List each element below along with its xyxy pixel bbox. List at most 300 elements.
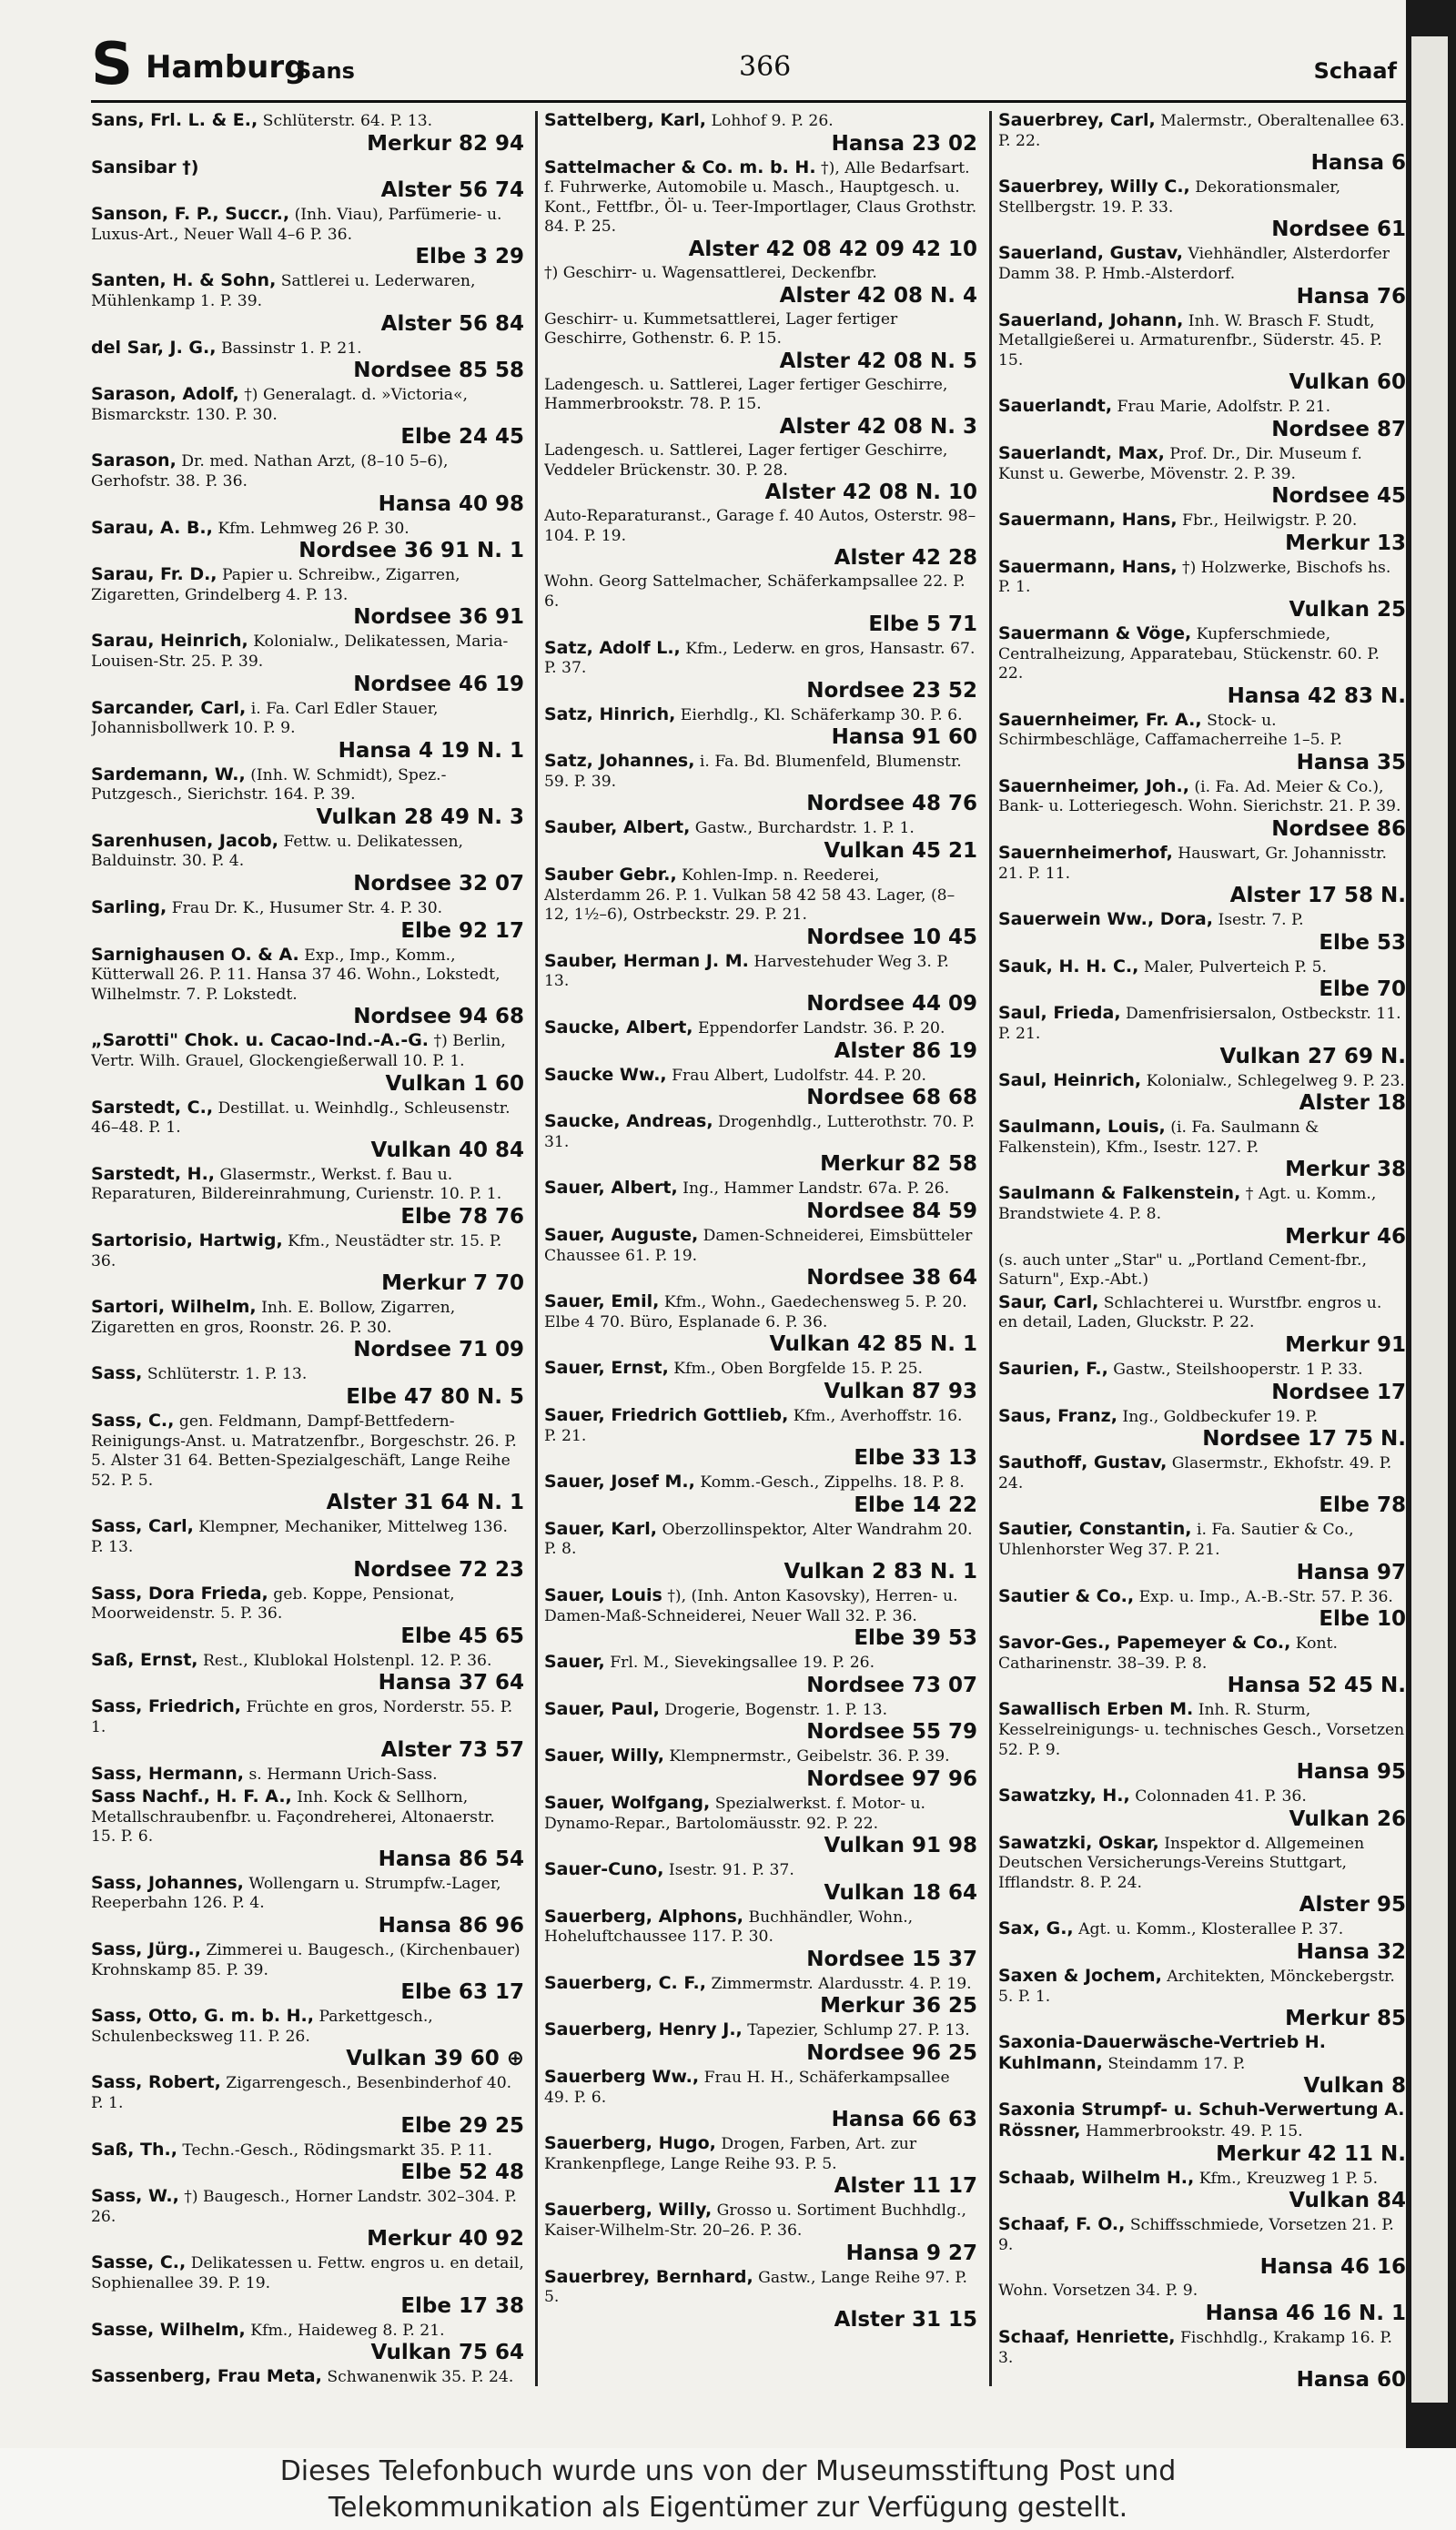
entry-name: Saxonia-Dauerwäsche-Vertrieb H. Kuhlmann, (998, 2032, 1326, 2073)
entry-name: Sauer, Auguste, (544, 1225, 699, 1245)
entry-details: †), (Inh. Anton Kasovsky), Herren- u. Damen-Maß-Schneiderei, Neuer Wall 32. P. 36. (544, 1586, 958, 1625)
entry-details: †) Generalagt. d. »Victoria«, Bismarckstr. 130. P. 30. (91, 386, 469, 424)
page-edge (1406, 0, 1456, 2448)
directory-entry (998, 2033, 1406, 2098)
entry-details: gen. Feldmann, Dampf-Bettfedern-Reinigungs-Anst. u. Matratzenfbr., Borgeschstr. 26. P. 5. Alster 31 64. Betten-Spezialgeschäft, Lange Reihe 52. P. 5. (91, 1412, 517, 1490)
entry-details: Zimmerei u. Baugesch., (Kirchenbauer) Krohnskamp 85. P. 39. (91, 1941, 521, 1979)
last-entry-keyword: Schaaf (1313, 58, 1397, 84)
entry-details: Kolonialw., Delikatessen, Maria-Louisen-Str. 25. P. 39. (91, 632, 509, 671)
entry-phone-number: Vulkan 26 (1289, 1806, 1406, 1831)
directory-entry (91, 1787, 524, 1871)
entry-phone-number: Nordsee 71 09 (353, 1338, 524, 1362)
entry-phone-number: Vulkan 91 98 (824, 1834, 977, 1858)
entry-phone-number: Nordsee 32 07 (353, 872, 524, 896)
entry-details: (Inh. W. Schmidt), Spez.-Putzgesch., Sierichstr. 164. P. 39. (91, 765, 447, 805)
entry-phone-number: Elbe 29 25 (400, 2113, 524, 2138)
entry-name: Sarason, (91, 450, 177, 471)
entry-name: „Sarotti" Chok. u. Cacao-Ind.-A.-G. (91, 1030, 430, 1051)
entry-name: Sauer, Friedrich Gottlieb, (544, 1404, 789, 1425)
entry-details: Stock- u. Schirmbeschläge, Caffamacherreihe 1–5. P. (998, 711, 1343, 750)
entry-details: Sattlerei u. Lederwaren, Mühlenkamp 1. P. 39. (91, 272, 476, 310)
entry-details: s. Hermann Urich-Sass. (248, 1765, 438, 1784)
directory-entry (91, 1765, 524, 1786)
entry-details: Schiffsschmiede, Vorsetzen 21. P. 9. (998, 2216, 1394, 2254)
directory-entry (544, 507, 977, 570)
entry-phone-number: Vulkan 25 (1289, 597, 1406, 622)
entry-phone-number: Elbe 45 65 (400, 1624, 524, 1648)
entry-details: geb. Koppe, Pensionat, Moorweidenstr. 5. P. 36. (91, 1584, 455, 1624)
directory-entry (91, 1364, 524, 1409)
entry-details: Prof. Dr., Dir. Museum f. Kunst u. Gewerbe, Mövenstr. 2. P. 39. (998, 444, 1362, 483)
entry-phone-number: Hansa 40 98 (378, 491, 524, 516)
entry-phone-number: Hansa 6 (1310, 151, 1406, 176)
entry-name: Saulmann, Louis, (998, 1117, 1166, 1138)
directory-entry (544, 705, 977, 750)
entry-phone-number: Elbe 92 17 (400, 918, 524, 943)
entry-details: Buchhändler, Wohn., Hoheluftchaussee 117. P. 30. (544, 1908, 914, 1947)
directory-entry (544, 1586, 977, 1650)
entry-details: Kupferschmiede, Centralheizung, Apparatebau, Stückenstr. 60. P. 22. (998, 624, 1380, 683)
entry-phone-number: Vulkan 28 49 N. 3 (316, 805, 524, 829)
entry-details: Kfm., Oben Borgfelde 15. P. 25. (673, 1360, 923, 1379)
entry-name: Sarnighausen O. & A. (91, 944, 299, 965)
directory-entry (91, 898, 524, 943)
entry-name: Saß, Ernst, (91, 1649, 198, 1670)
directory-entry (544, 1406, 977, 1470)
entry-details: Komm.-Gesch., Zippelhs. 18. P. 8. (700, 1473, 965, 1493)
entry-details: Schlachterei u. Wurstfbr. engros u. en detail, Laden, Gluckstr. P. 22. (998, 1293, 1382, 1332)
entry-name: Sauernheimer, Fr. A., (998, 709, 1202, 730)
entry-details: Zimmermstr. Alardusstr. 4. P. 19. (711, 1974, 972, 1993)
entry-details: Ladengesch. u. Sattlerei, Lager fertiger Geschirre, Veddeler Brückenstr. 30. P. 28. (544, 440, 948, 480)
entry-details: Frl. M., Sievekingsallee 19. P. 26. (610, 1654, 875, 1673)
entry-details: Glasermstr., Ekhofstr. 49. P. 24. (998, 1454, 1392, 1493)
entry-name: Sauber, Herman J. M. (544, 950, 749, 971)
entry-phone-number: Nordsee 55 79 (806, 1720, 977, 1745)
entry-name: Sass, Carl, (91, 1516, 194, 1537)
entry-details: Harvestehuder Weg 3. P. 13. (544, 952, 949, 991)
entry-name: Sauthoff, Gustav, (998, 1452, 1168, 1473)
entry-phone-number: Nordsee 87 (1271, 417, 1406, 441)
entry-details: Tapezier, Schlump 27. P. 13. (747, 2021, 970, 2040)
entry-name: Sautier & Co., (998, 1585, 1135, 1606)
entry-details: i. Fa. Bd. Blumenfeld, Blumenstr. 59. P. 39. (544, 753, 962, 791)
entry-details: †) Baugesch., Horner Landstr. 302–304. P. 26. (91, 2188, 517, 2226)
entry-phone-number: Elbe 10 (1319, 1607, 1406, 1632)
directory-entry (998, 844, 1406, 907)
directory-entry (91, 632, 524, 695)
entry-phone-number: Merkur 42 11 N. (1216, 2141, 1406, 2166)
entry-phone-number: Nordsee 84 59 (806, 1199, 977, 1223)
entry-name: Sass, Jürg., (91, 1939, 201, 1960)
directory-entry (91, 2367, 524, 2386)
entry-details: Exp., Imp., Komm., Kütterwall 26. P. 11. Hansa 37 46. Wohn., Lokstedt, Wilhelmstr. 7. P. Lokstedt. (91, 946, 500, 1004)
entry-phone-number: Merkur 36 25 (820, 1994, 977, 2019)
directory-entry (544, 1179, 977, 1223)
directory-entry (998, 1634, 1406, 1697)
entry-name: Sattelmacher & Co. m. b. H. (544, 157, 816, 177)
entry-details: Inh. W. Brasch F. Studt, Metallgießerei u. Armaturenfbr., Süderstr. 45. P. 15. (998, 311, 1382, 369)
entry-phone-number: Vulkan 45 21 (824, 839, 977, 864)
directory-entry (998, 1919, 1406, 1964)
entry-details: Papier u. Schreibw., Zigarren, Zigaretten, Grindelberg 4. P. 13. (91, 566, 460, 604)
entry-details: Eierhdlg., Kl. Schäferkamp 30. P. 6. (680, 705, 963, 724)
entry-details: Parkettgesch., Schulenbecksweg 11. P. 26. (91, 2008, 433, 2046)
directory-entry (544, 752, 977, 815)
entry-name: Sass, Robert, (91, 2072, 221, 2093)
directory-entry (544, 952, 977, 1016)
directory-entry (998, 111, 1406, 175)
entry-details: † Agt. u. Komm., Brandstwiete 4. P. 8. (998, 1185, 1377, 1223)
entry-phone-number: Nordsee 17 (1271, 1380, 1406, 1404)
entry-details: Kont. Catharinenstr. 38–39. P. 8. (998, 1634, 1338, 1673)
entry-details: Frau Marie, Adolfstr. P. 21. (1117, 398, 1331, 417)
entry-phone-number: Hansa 52 45 N. (1227, 1674, 1406, 1698)
entry-name: Sautier, Constantin, (998, 1519, 1192, 1540)
entry-name: Sattelberg, Karl, (544, 111, 707, 130)
entry-phone-number: Elbe 24 45 (400, 425, 524, 450)
entry-name: Sauer, Louis (544, 1584, 662, 1605)
directory-entry (91, 2073, 524, 2137)
entry-details: Schlüterstr. 64. P. 13. (262, 112, 433, 130)
entry-details: Auto-Reparaturanst., Garage f. 40 Autos, Osterstr. 98–104. P. 19. (544, 507, 976, 545)
entry-details: †), Alle Bedarfsart. f. Fuhrwerke, Automobile u. Masch., Hauptgesch. u. Kont., Fettfbr., Öl- u. Teer-Importlager, Claus Grothstr. 84. P. 25. (544, 158, 977, 237)
entry-phone-number: Vulkan 1 60 (385, 1071, 524, 1096)
entry-phone-number: Hansa 4 19 N. 1 (338, 738, 524, 763)
entry-details: Kfm., Lederw. en gros, Hansastr. 67. P. 37. (544, 639, 976, 678)
entry-details: Wohn. Vorsetzen 34. P. 9. (998, 2282, 1198, 2301)
entry-name: Sauer-Cuno, (544, 1859, 664, 1880)
directory-entry (998, 511, 1406, 555)
entry-name: Sarling, (91, 897, 167, 918)
entry-phone-number: Vulkan 87 93 (824, 1379, 977, 1403)
entry-name: Saß, Th., (91, 2139, 177, 2160)
entry-phone-number: Hansa 91 60 (831, 725, 977, 750)
footer-line-1: Dieses Telefonbuch wurde uns von der Museumsstiftung Post und (279, 2455, 1177, 2487)
entry-details: Colonnaden 41. P. 36. (1135, 1787, 1307, 1806)
entry-details: (Inh. Viau), Parfümerie- u. Luxus-Art., Neuer Wall 4–6 P. 36. (91, 206, 502, 244)
entry-name: del Sar, J. G., (91, 337, 217, 358)
directory-entry (998, 1004, 1406, 1068)
page-number: 366 (739, 51, 792, 83)
entry-name: Sarstedt, C., (91, 1097, 214, 1118)
directory-entry (91, 2007, 524, 2070)
entry-name: Sauerlandt, (998, 396, 1113, 417)
entry-phone-number: Hansa 32 (1296, 1940, 1406, 1965)
directory-entry (91, 205, 524, 268)
entry-name: Sauermann, Hans, (998, 556, 1178, 577)
entry-name: Sauer, Albert, (544, 1178, 678, 1199)
entry-name: Sauerberg, Henry J., (544, 2019, 743, 2040)
entry-details: Inspektor d. Allgemeinen Deutschen Versicherungs-Vereins Stuttgart, Ifflandstr. 8. P. 24. (998, 1834, 1365, 1892)
entry-details: Isestr. 91. P. 37. (668, 1861, 794, 1880)
directory-entry (998, 244, 1406, 308)
entry-phone-number: Elbe 3 29 (415, 245, 524, 269)
entry-phone-number: Nordsee 17 75 N. (1202, 1427, 1406, 1452)
directory-entry (998, 1700, 1406, 1784)
directory-entry (91, 1098, 524, 1162)
entry-name: Sauer, Josef M., (544, 1472, 695, 1493)
entry-details: Kfm., Kreuzweg 1 P. 5. (1198, 2169, 1379, 2188)
entry-phone-number: Nordsee 44 09 (806, 992, 977, 1017)
entry-name: Sauer, Willy, (544, 1746, 664, 1766)
entry-details: Damenfrisiersalon, Ostbeckstr. 11. P. 21. (998, 1005, 1401, 1044)
entry-phone-number: Alster 42 08 N. 4 (779, 283, 977, 308)
entry-phone-number: Nordsee 96 25 (806, 2041, 977, 2066)
entry-phone-number: Nordsee 45 (1271, 484, 1406, 509)
entry-details: Lohhof 9. P. 26. (711, 112, 834, 130)
entry-phone-number: Hansa 86 54 (378, 1847, 524, 1871)
directory-entry (998, 957, 1406, 1002)
entry-name: Sartori, Wilhelm, (91, 1297, 257, 1318)
entry-phone-number: Alster 86 19 (834, 1038, 977, 1063)
directory-entry (544, 639, 977, 703)
entry-phone-number: Alster 31 15 (834, 2307, 977, 2332)
entry-phone-number: Nordsee 94 68 (353, 1005, 524, 1029)
directory-entry (544, 1746, 977, 1791)
entry-details: Dr. med. Nathan Arzt, (8–10 5–6), Gerhofstr. 38. P. 36. (91, 452, 449, 491)
entry-phone-number: Vulkan 18 64 (824, 1880, 977, 1905)
entry-name: Sass, Otto, G. m. b. H., (91, 2006, 314, 2027)
entry-name: Saxen & Jochem, (998, 1966, 1162, 1987)
column-1 (91, 111, 524, 2386)
entry-phone-number: Merkur 82 58 (820, 1152, 977, 1177)
entry-phone-number: Nordsee 38 64 (806, 1266, 977, 1290)
entry-details: Zigarrengesch., Besenbinderhof 40. P. 1. (91, 2074, 512, 2113)
entry-name: Sarau, Heinrich, (91, 631, 248, 652)
entry-details: Frau H. H., Schäferkampsallee 49. P. 6. (544, 2069, 950, 2107)
entry-name: Sauerwein Ww., Dora, (998, 909, 1213, 930)
directory-entry (91, 565, 524, 629)
entry-phone-number: Vulkan 60 (1289, 370, 1406, 395)
entry-name: Sassenberg, Frau Meta, (91, 2366, 322, 2386)
directory-entry (91, 1584, 524, 1648)
entry-name: Sauermann & Vöge, (998, 622, 1192, 643)
entry-phone-number: Alster 31 64 N. 1 (326, 1491, 524, 1515)
entry-details: Rest., Klublokal Holstenpl. 12. P. 36. (202, 1651, 492, 1670)
entry-name: Sawatzki, Oskar, (998, 1832, 1159, 1853)
entry-name: Sass, Hermann, (91, 1763, 245, 1784)
entry-details: Drogerie, Bogenstr. 1. P. 13. (664, 1700, 888, 1719)
entry-details: (i. Fa. Saulmann & Falkenstein), Kfm., Isestr. 127. P. (998, 1118, 1320, 1157)
entry-name: Saucke Ww., (544, 1064, 667, 1085)
entry-name: Saus, Franz, (998, 1405, 1117, 1426)
entry-details: i. Fa. Sautier & Co., Uhlenhorster Weg 37. P. 21. (998, 1521, 1354, 1559)
entry-details: Drogen, Farben, Art. zur Krankenpflege, Lange Reihe 93. P. 5. (544, 2135, 917, 2173)
entry-details: Inh. E. Bollow, Zigarren, Zigaretten en gros, Roonstr. 26. P. 30. (91, 1299, 456, 1337)
directory-entry (91, 832, 524, 896)
entry-phone-number: Hansa 95 (1296, 1760, 1406, 1785)
directory-entry (544, 1359, 977, 1403)
entry-phone-number: Hansa 66 63 (831, 2108, 977, 2132)
entry-phone-number: Hansa 42 83 N. (1227, 683, 1406, 708)
entry-details: Kolonialw., Schlegelweg 9. P. 23. (1146, 1071, 1405, 1090)
directory-entry (91, 1874, 524, 1938)
entry-name: Sauerlandt, Max, (998, 442, 1165, 463)
entry-details: Fischhdlg., Krakamp 16. P. 3. (998, 2329, 1392, 2367)
entry-name: Sauermann, Hans, (998, 510, 1178, 531)
directory-entry (544, 1292, 977, 1356)
directory-entry (998, 1453, 1406, 1517)
entry-name: Sass, Johannes, (91, 1872, 244, 1893)
directory-entry (91, 385, 524, 449)
entry-details: †) Berlin, Vertr. Wilh. Grauel, Glockengießerwall 10. P. 1. (91, 1032, 506, 1071)
directory-entry (998, 2169, 1406, 2213)
directory-entry (91, 1940, 524, 2004)
directory-entry (998, 444, 1406, 508)
entry-details: Architekten, Mönckebergstr. 5. P. 1. (998, 1968, 1395, 2006)
entry-details: Techn.-Gesch., Rödingsmarkt 35. P. 11. (182, 2140, 492, 2160)
entry-phone-number: Merkur 38 (1285, 1158, 1406, 1182)
entry-phone-number: Vulkan 27 69 N. (1219, 1044, 1406, 1068)
entry-phone-number: Elbe 33 13 (854, 1446, 977, 1471)
entry-phone-number: Elbe 78 76 (400, 1205, 524, 1229)
entry-name: Sawallisch Erben M. (998, 1699, 1194, 1720)
entry-details: Schlüterstr. 1. P. 13. (147, 1365, 308, 1384)
entry-phone-number: Elbe 14 22 (854, 1493, 977, 1517)
entry-phone-number: Nordsee 73 07 (806, 1673, 977, 1697)
entry-phone-number: Vulkan 42 85 N. 1 (769, 1332, 977, 1357)
entry-phone-number: Alster 42 08 N. 5 (779, 349, 977, 373)
entry-name: Sauernheimerhof, (998, 843, 1173, 864)
entry-phone-number: Elbe 63 17 (400, 1980, 524, 2005)
entry-name: Sarstedt, H., (91, 1163, 216, 1184)
entry-details: Kfm., Averhoffstr. 16. P. 21. (544, 1406, 963, 1445)
entry-details: Kohlen-Imp. n. Reederei, Alsterdamm 26. P. 1. Vulkan 58 42 58 43. Lager, (8–12, 1½–6), Ostrbeckstr. 29. P. 21. (544, 866, 956, 925)
directory-entry (91, 2253, 524, 2317)
directory-entry (998, 1360, 1406, 1404)
entry-name: Sanson, F. P., Succr., (91, 204, 290, 225)
directory-entry (544, 2068, 977, 2131)
entry-name: Sauerberg, Alphons, (544, 1906, 744, 1927)
entry-name: Sauer, Emil, (544, 1291, 660, 1312)
directory-entry (91, 765, 524, 829)
entry-name: Sauber Gebr., (544, 865, 677, 886)
entry-phone-number: Vulkan 8 (1303, 2074, 1406, 2099)
entry-details: Delikatessen u. Fettw. engros u. en detail, Sophienallee 39. P. 19. (91, 2254, 524, 2292)
entry-phone-number: Nordsee 97 96 (806, 1766, 977, 1791)
entry-name: Sartorisio, Hartwig, (91, 1230, 283, 1250)
entry-name: Saxonia Strumpf- u. Schuh-Verwertung A. Rössner, (998, 2100, 1405, 2141)
entry-details: Klempner, Mechaniker, Mittelweg 136. P. 13. (91, 1518, 508, 1556)
entry-phone-number: Elbe 47 80 N. 5 (346, 1384, 524, 1409)
entry-phone-number: Hansa 9 27 (845, 2241, 977, 2265)
directory-entry (544, 376, 977, 439)
entry-name: Sauer, Wolfgang, (544, 1792, 711, 1813)
entry-phone-number: Nordsee 68 68 (806, 1086, 977, 1110)
entry-details: Kfm., Haideweg 8. P. 21. (250, 2321, 445, 2340)
entry-phone-number: Alster 42 08 N. 3 (779, 414, 977, 439)
entry-phone-number: Alster 42 08 42 09 42 10 (688, 237, 977, 261)
directory-entry (544, 2020, 977, 2065)
entry-details: Hammerbrookstr. 49. P. 15. (1085, 2122, 1303, 2141)
directory-entry (544, 572, 977, 635)
entry-name: Sauerberg, C. F., (544, 1972, 706, 1993)
directory-entry (998, 1786, 1406, 1831)
section-letter: S (91, 31, 134, 98)
directory-entry (544, 158, 977, 261)
entry-phone-number: Elbe 17 38 (400, 2293, 524, 2318)
entry-details: Fbr., Heilwigstr. P. 20. (1182, 511, 1358, 531)
entry-phone-number: Hansa 86 96 (378, 1914, 524, 1938)
directory-entry (91, 946, 524, 1029)
entry-name: Sauer, Paul, (544, 1698, 660, 1719)
entry-name: Sauerberg Ww., (544, 2067, 700, 2088)
directory-entry (91, 1031, 524, 1095)
entry-phone-number: Alster 18 (1299, 1091, 1406, 1116)
entry-details: Grosso u. Sortiment Buchhdlg., Kaiser-Wilhelm-Str. 20–26. P. 36. (544, 2201, 966, 2241)
directory-entry (544, 111, 977, 156)
entry-phone-number: Nordsee 36 91 (353, 605, 524, 630)
entry-phone-number: Vulkan 75 64 (370, 2341, 524, 2365)
directory-entry (544, 1974, 977, 2019)
directory-entry (91, 1298, 524, 1361)
directory-entry (998, 1184, 1406, 1248)
entry-details: Frau Albert, Ludolfstr. 44. P. 20. (672, 1066, 926, 1085)
entry-phone-number: Merkur 91 (1285, 1332, 1406, 1357)
entry-name: Schaab, Wilhelm H., (998, 2167, 1195, 2188)
entry-name: Sarenhusen, Jacob, (91, 830, 278, 851)
directory-entry (544, 1018, 977, 1063)
footer-line-2: Telekommunikation als Eigentümer zur Verfügung gestellt. (328, 2492, 1128, 2524)
entry-details: Drogenhdlg., Lutterothstr. 70. P. 31. (544, 1113, 975, 1151)
entry-phone-number: Hansa 76 (1296, 284, 1406, 309)
directory-entry (998, 910, 1406, 955)
directory-entry (544, 1653, 977, 1697)
entry-name: Sasse, Wilhelm, (91, 2319, 246, 2340)
entry-details: Kfm. Lehmweg 26 P. 30. (217, 519, 410, 538)
entry-details: †) Holzwerke, Bischofs hs. P. 1. (998, 558, 1391, 597)
directory-entry (91, 1697, 524, 1761)
entry-phone-number: Elbe 78 (1319, 1493, 1406, 1518)
directory-entry (544, 1908, 977, 1971)
entry-details: Eppendorfer Landstr. 36. P. 20. (697, 1019, 945, 1038)
entry-name: Sass, C., (91, 1410, 175, 1431)
column-2 (544, 111, 977, 2386)
directory-entry (544, 441, 977, 504)
directory-entry (91, 271, 524, 335)
entry-details: Bassinstr 1. P. 21. (220, 339, 362, 358)
first-entry-keyword: Sans (296, 58, 355, 84)
entry-name: Savor-Ges., Papemeyer & Co., (998, 1633, 1291, 1654)
entry-phone-number: Elbe 39 53 (854, 1626, 977, 1651)
entry-phone-number: Nordsee 10 45 (806, 925, 977, 949)
entry-name: Schaaf, Henriette, (998, 2327, 1176, 2347)
entry-details: Frau Dr. K., Husumer Str. 4. P. 30. (171, 899, 443, 918)
entry-name: Sauerberg, Hugo, (544, 2133, 716, 2154)
entry-name: Saucke, Albert, (544, 1017, 693, 1038)
entry-name: Sardemann, W., (91, 764, 246, 784)
directory-entry (544, 1860, 977, 1905)
entry-phone-number: Merkur 85 (1285, 2007, 1406, 2031)
entry-phone-number: Nordsee 85 58 (353, 359, 524, 383)
directory-entry (544, 1112, 977, 1176)
directory-entry (998, 1834, 1406, 1918)
entry-phone-number: Hansa 46 16 N. 1 (1205, 2302, 1406, 2325)
entry-details: Gastw., Burchardstr. 1. P. 1. (694, 819, 915, 838)
entry-phone-number: Elbe 53 (1319, 930, 1406, 955)
entry-phone-number: Nordsee 72 23 (353, 1557, 524, 1582)
entry-details: i. Fa. Carl Edler Stauer, Johannisbollwerk 10. P. 9. (91, 699, 439, 738)
entry-phone-number: Merkur 82 94 (367, 131, 524, 156)
directory-entry (91, 339, 524, 383)
entry-name: Sasse, C., (91, 2252, 187, 2273)
directory-entry (544, 2134, 977, 2198)
entry-name: Sauerbrey, Bernhard, (544, 2266, 753, 2287)
entry-name: Sauer, (544, 1652, 605, 1673)
entry-phone-number: Alster 11 17 (834, 2174, 977, 2199)
entry-details: Dekorationsmaler, Stellbergstr. 19. P. 33. (998, 178, 1341, 217)
